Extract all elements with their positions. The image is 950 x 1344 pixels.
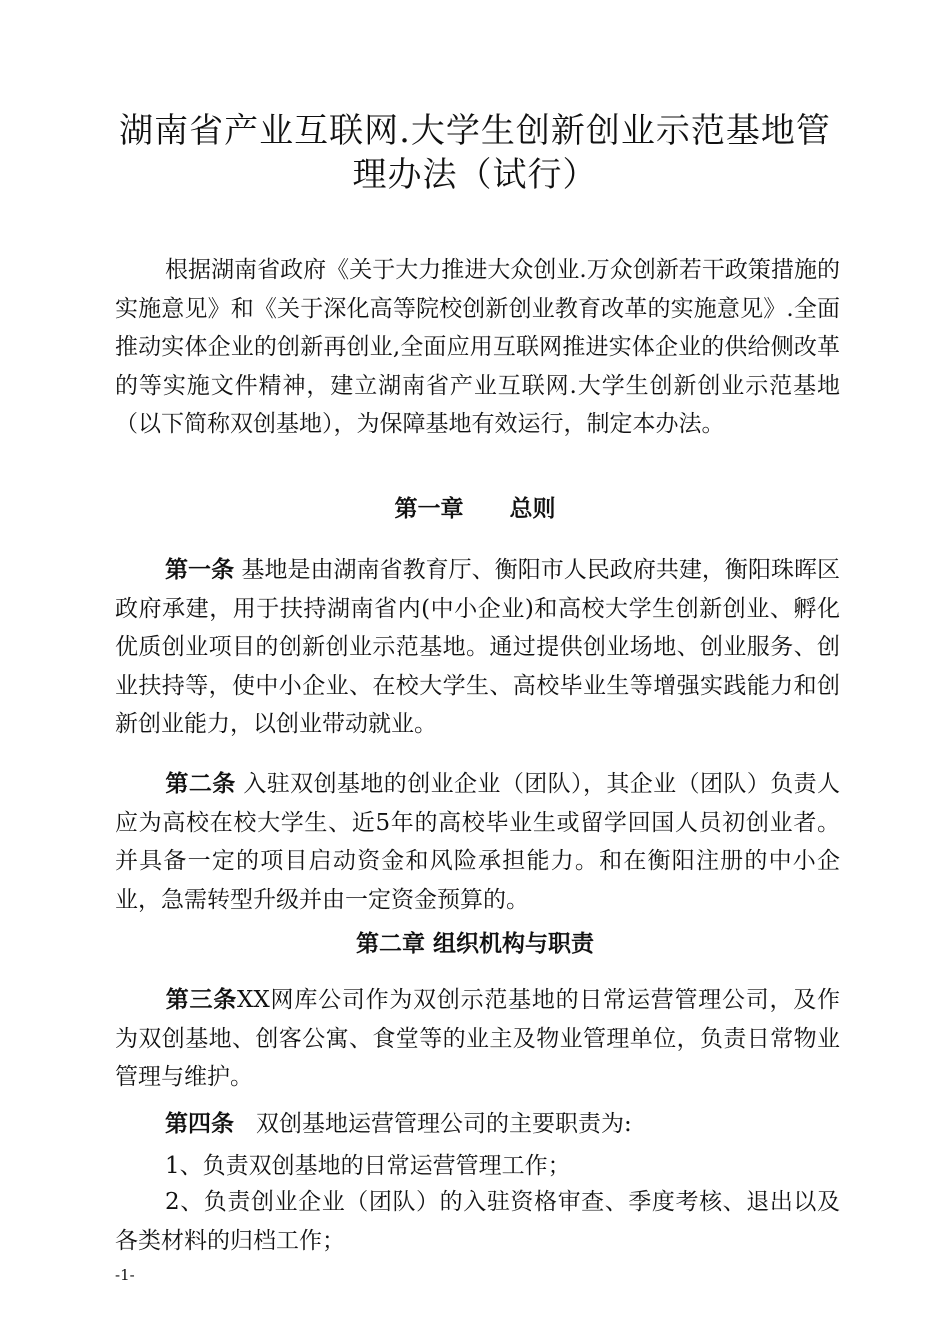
intro-paragraph (115, 251, 840, 444)
chapter-1-heading (0, 490, 950, 523)
article-3 (115, 981, 840, 1097)
chapter-2-heading: 第二章 组织机构与职责 (355, 931, 594, 957)
article-3-label: 第三条 (165, 987, 238, 1013)
article-1-text: 基地是由湖南省教育厅、衡阳市人民政府共建，衡阳珠晖区政府承建，用于扶持湖南省内(中小企业)和高校大学生创新创业、孵化优质创业项目的创新创业示范基地。通过提供创业场地、创业服务、创业扶持等，使中小企业、在校大学生、高校毕业生等增强实践能力和创新创业能力，以创业带动就业。 (115, 557, 841, 737)
chapter-1-title: 总则 (509, 496, 556, 522)
article-2-label: 第二条 (165, 771, 236, 797)
article-4-label: 第四条 (165, 1111, 234, 1137)
article-3-text: XX网库公司作为双创示范基地的日常运营管理公司，及作为双创基地、创客公寓、食堂等的业主及物业管理单位，负责日常物业管理与维护。 (115, 987, 841, 1090)
article-2-text: 入驻双创基地的创业企业（团队），其企业（团队）负责人应为高校在校大学生、近5年的高校毕业生或留学回国人员初创业者。并具备一定的项目启动资金和风险承担能力。和在衡阳注册的中小企业，急需转型升级并由一定资金预算的。 (115, 771, 840, 913)
document-title-line-1: 湖南省产业互联网.大学生创新创业示范基地管 (119, 111, 831, 151)
chapter-1-number: 第一章 (394, 496, 464, 522)
intro-text: 根据湖南省政府《关于大力推进大众创业.万众创新若干政策措施的实施意见》和《关于深化高等院校创新创业教育改革的实施意见》.全面推动实体企业的创新再创业,全面应用互联网推进实体企业的供给侧改革的等实施文件精神，建立湖南省产业互联网.大学生创新创业示范基地（以下简称双创基地），为保障基地有效运行，制定本办法。 (115, 257, 840, 437)
article-4-text: 双创基地运营管理公司的主要职责为: (255, 1111, 632, 1137)
list-item-2-text: 2、负责创业企业（团队）的入驻资格审查、季度考核、退出以及各类材料的归档工作； (115, 1189, 840, 1254)
list-item-1-text: 1、负责双创基地的日常运营管理工作； (165, 1153, 571, 1179)
document-title-line-2: 理办法（试行） (352, 155, 598, 195)
article-1 (115, 551, 840, 744)
article-1-label: 第一条 (165, 557, 235, 583)
list-item-2 (115, 1183, 840, 1260)
article-4 (115, 1105, 840, 1144)
list-item-1 (115, 1147, 840, 1186)
article-2 (115, 765, 840, 919)
page-number: -1- (115, 1266, 135, 1284)
